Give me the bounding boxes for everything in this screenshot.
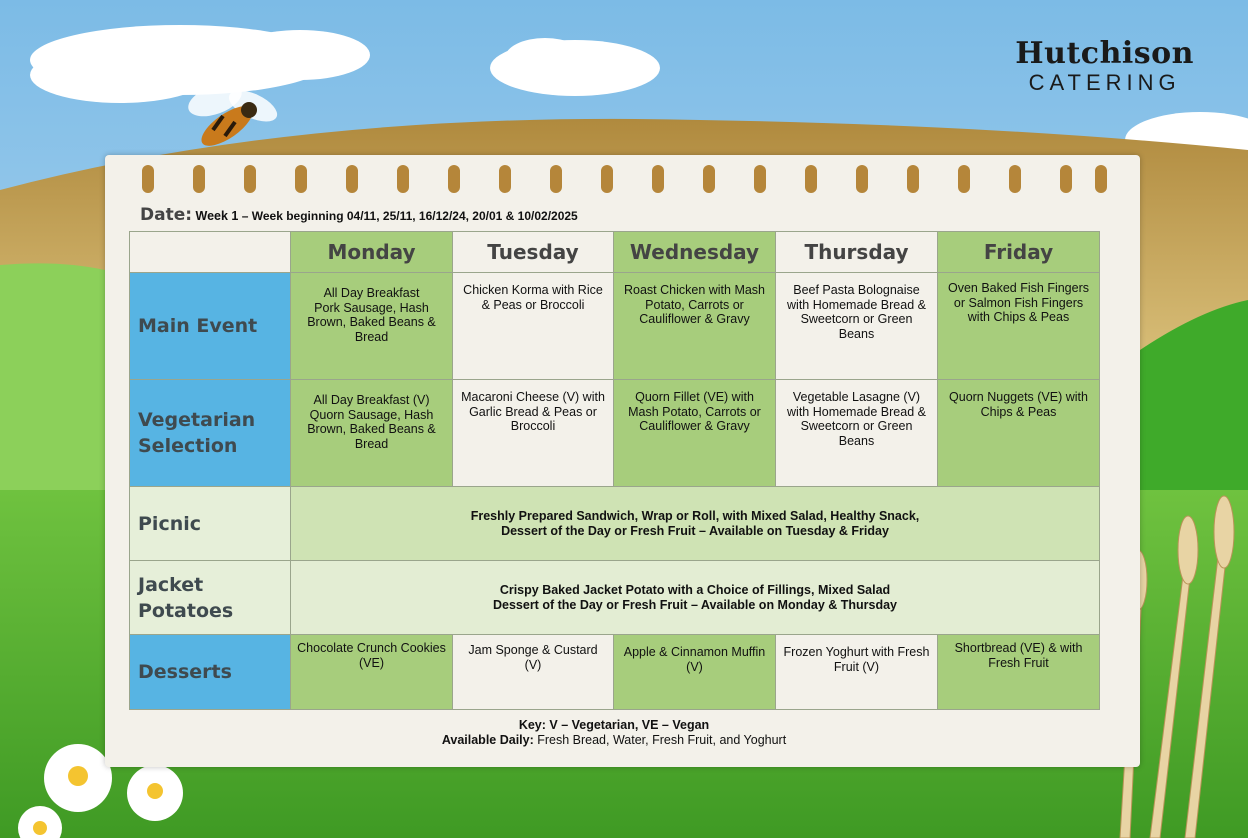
vegetarian-friday: Quorn Nuggets (VE) with Chips & Peas (938, 380, 1100, 487)
key-legend: Key: V – Vegetarian, VE – Vegan (518, 718, 710, 732)
available-daily-label: Available Daily: (441, 733, 534, 747)
day-header-friday: Friday (938, 232, 1100, 273)
vegetarian-thursday: Vegetable Lasagne (V) with Homemade Bread & Sweetcorn or Green Beans (776, 380, 938, 487)
main-event-tuesday: Chicken Korma with Rice & Peas or Broccoli (453, 273, 614, 380)
dessert-monday: Chocolate Crunch Cookies (VE) (291, 635, 453, 710)
picnic-line-2: Dessert of the Day or Fresh Fruit – Available on Tuesday & Friday (501, 523, 889, 538)
dessert-friday: Shortbread (VE) & with Fresh Fruit (938, 635, 1100, 710)
main-event-row (130, 273, 1100, 380)
day-header-monday: Monday (291, 232, 453, 273)
main-event-thursday: Beef Pasta Bolognaise with Homemade Bread & Sweetcorn or Green Beans (776, 273, 938, 380)
day-header-tuesday: Tuesday (453, 232, 614, 273)
vegetarian-wednesday: Quorn Fillet (VE) with Mash Potato, Carrots or Cauliflower & Gravy (614, 380, 776, 487)
jacket-line-1: Crispy Baked Jacket Potato with a Choice of Fillings, Mixed Salad (499, 582, 891, 597)
jacket-line-2: Dessert of the Day or Fresh Fruit – Available on Monday & Thursday (492, 597, 898, 612)
jacket-description (291, 561, 1100, 635)
desserts-row (130, 635, 1100, 710)
brand-subtitle: CATERING (1028, 70, 1181, 95)
menu-table (129, 231, 1100, 710)
day-header-wednesday: Wednesday (614, 232, 776, 273)
jacket-row (130, 561, 1100, 635)
dessert-wednesday: Apple & Cinnamon Muffin (V) (614, 635, 776, 710)
dessert-thursday: Frozen Yoghurt with Fresh Fruit (V) (776, 635, 938, 710)
vegetarian-row (130, 380, 1100, 487)
brand-name: Hutchison (1015, 36, 1194, 71)
day-header-row (130, 232, 1100, 273)
menu-key (129, 718, 1099, 748)
jacket-label: Jacket Potatoes (130, 561, 291, 635)
main-event-friday: Oven Baked Fish Fingers or Salmon Fish Fingers with Chips & Peas (938, 273, 1100, 380)
week-detail: – Week beginning 04/11, 25/11, 16/12/24, 20/01 & 10/02/2025 (238, 209, 578, 223)
day-header-thursday: Thursday (776, 232, 938, 273)
picnic-description (291, 487, 1100, 561)
vegetarian-label: Vegetarian Selection (130, 380, 291, 487)
notepad-rings (120, 140, 1130, 200)
picnic-row (130, 487, 1100, 561)
hutchison-catering-logo (1015, 38, 1194, 96)
main-event-monday: All Day Breakfast Pork Sausage, Hash Brown, Baked Beans & Bread (291, 273, 453, 380)
vegetarian-tuesday: Macaroni Cheese (V) with Garlic Bread & Peas or Broccoli (453, 380, 614, 487)
header-corner (130, 232, 291, 273)
available-daily (129, 733, 1099, 748)
dessert-tuesday: Jam Sponge & Custard (V) (453, 635, 614, 710)
week-date-line (140, 205, 578, 225)
vegetarian-monday: All Day Breakfast (V) Quorn Sausage, Hash Brown, Baked Beans & Bread (291, 380, 453, 487)
desserts-label: Desserts (130, 635, 291, 710)
available-daily-text: Fresh Bread, Water, Fresh Fruit, and Yoghurt (533, 733, 787, 747)
picnic-line-1: Freshly Prepared Sandwich, Wrap or Roll, with Mixed Salad, Healthy Snack, (470, 508, 920, 523)
date-label: Date: (140, 205, 193, 225)
week-number: Week 1 (195, 209, 239, 223)
picnic-label: Picnic (130, 487, 291, 561)
main-event-label: Main Event (130, 273, 291, 380)
main-event-wednesday: Roast Chicken with Mash Potato, Carrots or Cauliflower & Gravy (614, 273, 776, 380)
